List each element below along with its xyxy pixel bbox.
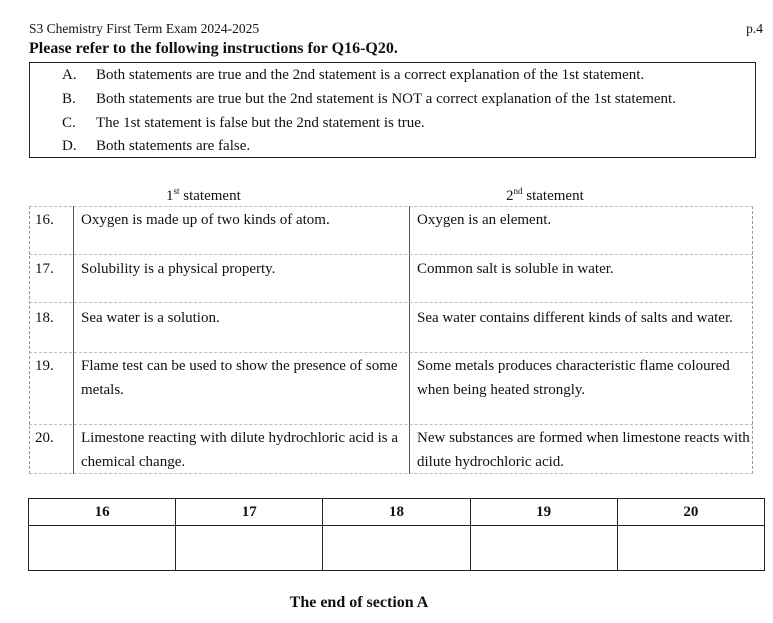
heading-ordinal: nd: [513, 186, 523, 196]
section-end-text: The end of section A: [289, 594, 429, 611]
header-title: S3 Chemistry First Term Exam 2024-2025: [29, 21, 260, 36]
option-letter: C.: [62, 115, 76, 131]
question-number: 17.: [35, 261, 54, 277]
answer-header: 16: [29, 499, 176, 526]
heading-ordinal: st: [173, 186, 180, 196]
options-box: [29, 62, 756, 158]
heading-label: statement: [522, 188, 584, 204]
answer-cell-17[interactable]: [176, 526, 323, 571]
question-number: 20.: [35, 430, 54, 446]
page-number: p.4: [746, 21, 763, 36]
second-statement: Common salt is soluble in water.: [417, 261, 614, 277]
row-divider: [29, 302, 753, 303]
answer-grid-input-row: [29, 526, 765, 571]
answer-header: 20: [617, 499, 764, 526]
first-statement: Limestone reacting with dilute hydrochloric acid is a chemical change.: [81, 430, 398, 470]
second-statement: New substances are formed when limestone reacts with dilute hydrochloric acid.: [417, 430, 750, 470]
answer-grid: [28, 498, 765, 571]
answer-header: 17: [176, 499, 323, 526]
option-text: Both statements are true and the 2nd statement is a correct explanation of the 1st statement.: [96, 67, 645, 83]
question-number: 16.: [35, 212, 54, 228]
option-text: Both statements are false.: [96, 138, 251, 154]
answer-cell-19[interactable]: [470, 526, 617, 571]
answer-cell-16[interactable]: [29, 526, 176, 571]
answer-header: 18: [323, 499, 470, 526]
second-statement: Oxygen is an element.: [417, 212, 552, 228]
answer-grid-header-row: [29, 499, 765, 526]
first-statement: Flame test can be used to show the presence of some metals.: [81, 358, 398, 398]
statements-table: [29, 206, 753, 474]
first-statement: Solubility is a physical property.: [81, 261, 276, 277]
option-letter: B.: [62, 91, 76, 107]
row-divider: [29, 352, 753, 353]
row-divider: [29, 206, 753, 207]
heading-number: 1: [166, 188, 174, 204]
answer-cell-18[interactable]: [323, 526, 470, 571]
second-statement: Some metals produces characteristic flame coloured when being heated strongly.: [417, 358, 730, 398]
heading-label: statement: [179, 188, 241, 204]
table-border-left: [29, 206, 30, 474]
first-statement: Sea water is a solution.: [81, 310, 220, 326]
heading-number: 2: [506, 188, 514, 204]
option-letter: D.: [62, 138, 77, 154]
option-letter: A.: [62, 67, 77, 83]
first-statement-heading: [166, 186, 241, 205]
first-statement: Oxygen is made up of two kinds of atom.: [81, 212, 330, 228]
second-statement-heading: [506, 186, 584, 205]
row-divider: [29, 254, 753, 255]
option-text: Both statements are true but the 2nd statement is NOT a correct explanation of the 1st statement.: [96, 91, 676, 107]
question-number: 18.: [35, 310, 54, 326]
row-divider: [29, 424, 753, 425]
instructions-title: Please refer to the following instructions for Q16-Q20.: [29, 40, 398, 57]
column-divider: [73, 206, 74, 474]
answer-header: 19: [470, 499, 617, 526]
option-text: The 1st statement is false but the 2nd statement is true.: [96, 115, 425, 131]
question-number: 19.: [35, 358, 54, 374]
answer-cell-20[interactable]: [617, 526, 764, 571]
second-statement: Sea water contains different kinds of salts and water.: [417, 310, 733, 326]
